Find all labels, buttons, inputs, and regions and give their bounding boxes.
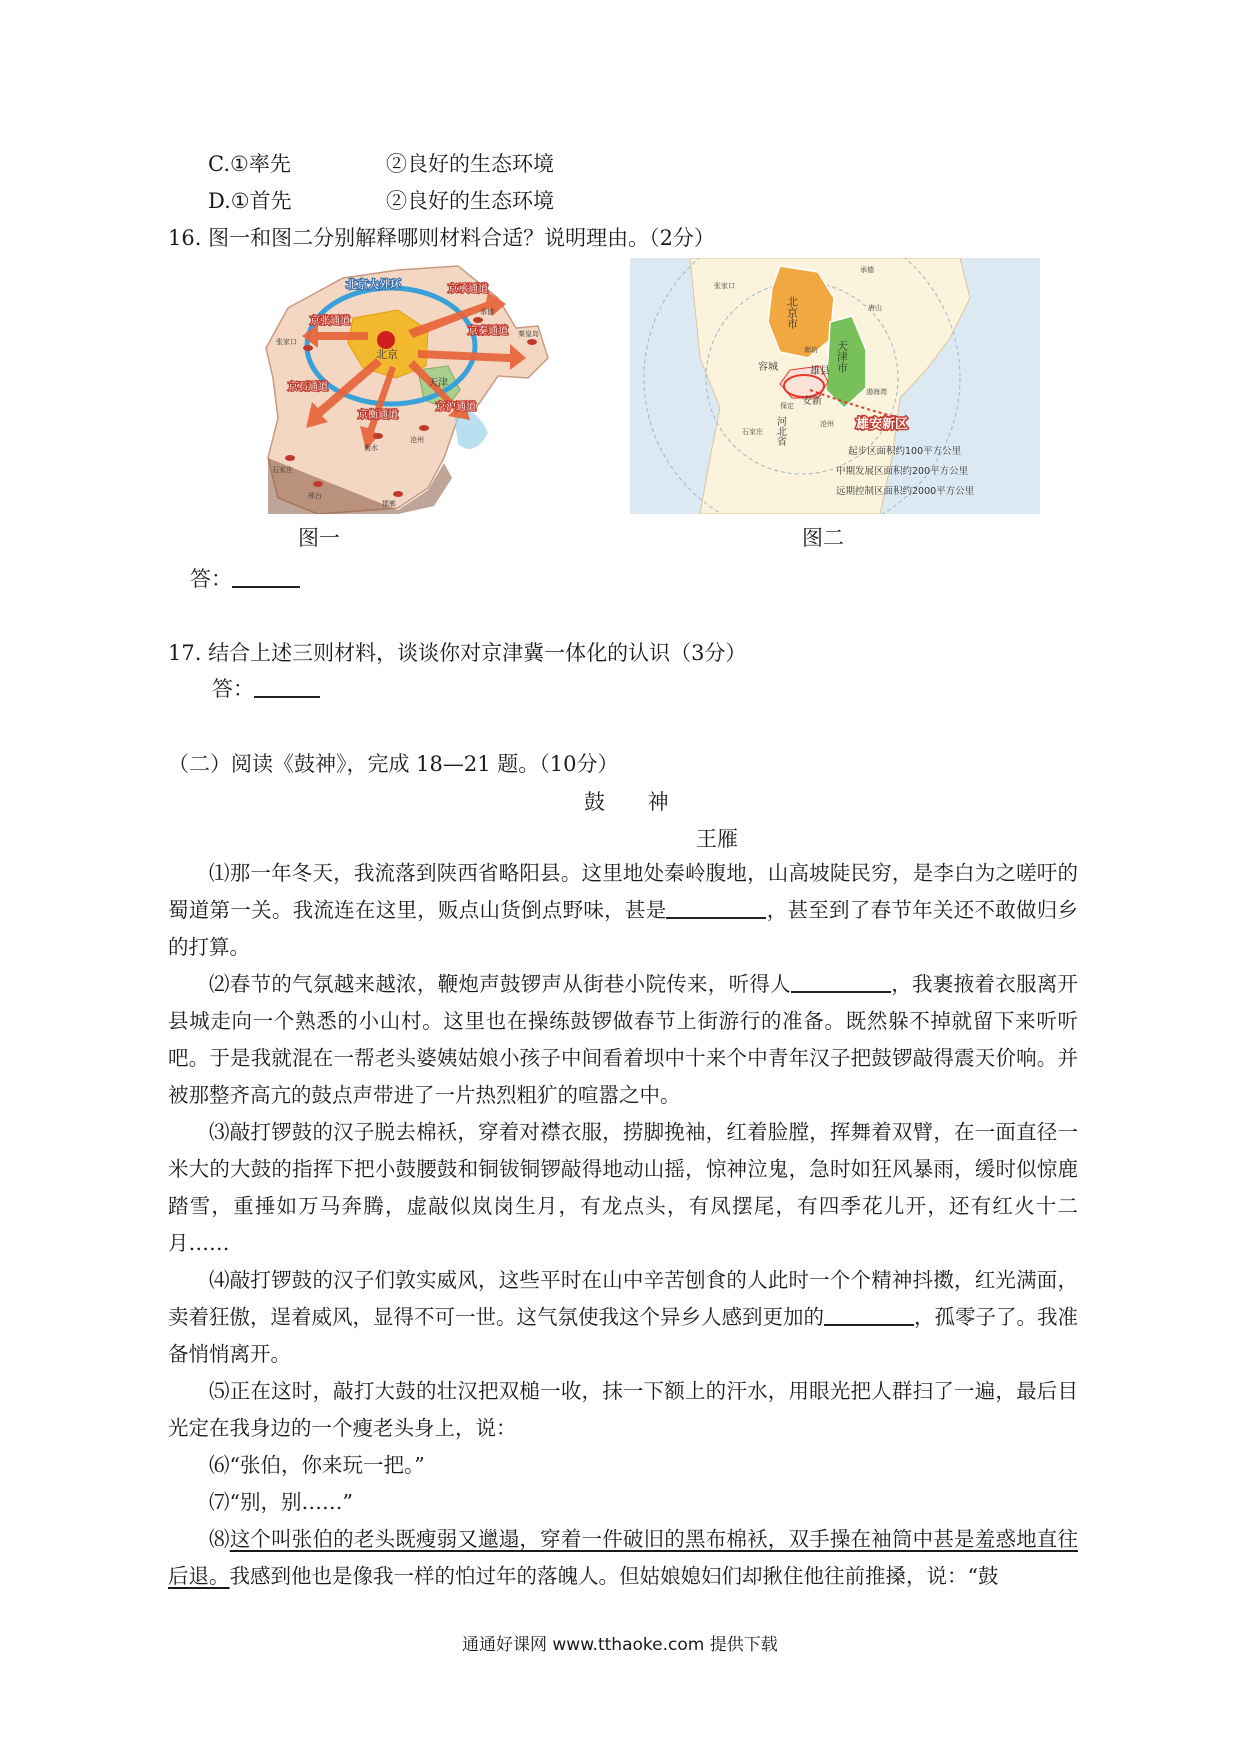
fig1-label-jingzhang: 京张通道 — [310, 316, 350, 327]
fig2-city-shijiazhuang: 石家庄 — [742, 428, 763, 436]
q17-answer-blank[interactable] — [254, 673, 320, 698]
paragraph-2 — [168, 966, 1078, 1114]
blank-3[interactable] — [824, 1301, 914, 1326]
fig2-city-zhangjiakou: 张家口 — [714, 282, 735, 290]
fig1-city-zhangjiakou: 张家口 — [276, 338, 297, 346]
option-c — [208, 148, 291, 178]
option-d-label: D.①首先 — [208, 189, 292, 213]
q17-answer — [212, 673, 320, 703]
paragraph-1-part-a: ⑴那一年冬天，我流落到陕西省略阳县。这里地处秦岭腹地，山高坡陡民穷，是李白为之嗟吁的蜀道第一关。我流连在这里，贩点山货倒点野味，甚是 — [168, 861, 1078, 922]
option-d — [208, 185, 292, 215]
figure-2-map — [630, 258, 1040, 514]
question-16: 16. 图一和图二分别解释哪则材料合适？说明理由。（2分） — [168, 226, 715, 250]
fig1-city-xingtai: 邢台 — [308, 492, 322, 500]
fig2-city-chengde: 承德 — [860, 266, 874, 274]
paragraph-3: ⑶敲打锣鼓的汉子脱去棉袄，穿着对襟衣服，捞脚挽袖，红着脸膛，挥舞着双臂，在一面直径一米大的大鼓的指挥下把小鼓腰鼓和铜钹铜锣敲得地动山摇，惊神泣鬼，急时如狂风暴雨，缓时似惊鹿踏雪，重捶如万马奔腾，虚敲似岚岗生月，有龙点头，有凤摆尾，有四季花儿开，还有红火十二月…… — [168, 1120, 1078, 1255]
paragraph-4 — [168, 1262, 1078, 1373]
paragraph-5: ⑸正在这时，敲打大鼓的壮汉把双槌一收，抹一下额上的汗水，用眼光把人群扫了一遍，最后目光定在我身边的一个瘦老头身上，说： — [168, 1379, 1078, 1440]
paragraph-2-part-b: ，我裹掖着衣服离开县城走向一个熟悉的小山村。这里也在操练鼓锣做春节上街游行的准备。既然躲不掉就留下来听听吧。于是我就混在一帮老头婆姨姑娘小孩子中间看着坝中十来个中青年汉子把鼓锣敲得震天价响。并被那整齐高亢的鼓点声带进了一片热烈粗犷的喧嚣之中。 — [168, 972, 1079, 1107]
fig2-label-anxin: 安新 — [802, 396, 822, 407]
q16-answer-blank[interactable] — [232, 563, 300, 588]
fig1-label-jinghu: 京沪通道 — [436, 402, 476, 413]
paragraph-8-underlined-sentence: 这个叫张伯的老头既瘦弱又邋遢，穿着一件破旧的黑布棉袄，双手操在袖筒中甚是羞惑地直往后退。 — [168, 1527, 1079, 1588]
paragraph-2-part-a: ⑵春节的气氛越来越浓，鞭炮声鼓锣声从街巷小院传来，听得人 — [209, 972, 791, 996]
paragraph-8-number: ⑻ — [209, 1527, 230, 1551]
fig1-label-jingshi: 京石通道 — [288, 382, 328, 393]
story-body — [168, 855, 1078, 1595]
fig2-city-tangshan: 唐山 — [868, 304, 882, 312]
paragraph-8-rest: 我感到他也是像我一样的怕过年的落魄人。但姑娘媳妇们却揪住他往前推搡，说：“鼓 — [229, 1564, 999, 1588]
blank-1[interactable] — [666, 894, 766, 919]
fig2-label-rongcheng: 容城 — [758, 362, 778, 373]
fig1-city-qinhuangdao: 秦皇岛 — [518, 330, 539, 338]
fig2-label-beijing: 北京市 — [785, 296, 799, 329]
fig1-city-handan: 邯郸 — [382, 500, 396, 508]
page-footer: 通通好课网 www.tthaoke.com 提供下载 — [462, 1635, 778, 1655]
option-c-label: C.①率先 — [208, 152, 291, 176]
q16-answer-label: 答： — [190, 567, 232, 592]
section-2-header: （二）阅读《鼓神》，完成 18—21 题。（10分） — [168, 752, 619, 776]
fig2-label-tianjin: 天津市 — [835, 340, 849, 373]
fig2-city-langfang: 廊坊 — [804, 346, 818, 354]
figure-2-caption: 图二 — [802, 526, 844, 550]
fig2-area-1: 起步区面积约100平方公里 — [848, 446, 962, 457]
fig2-area-2: 中期发展区面积约200平方公里 — [836, 466, 969, 477]
fig2-label-hebei: 河北省 — [774, 416, 786, 446]
fig2-label-xiongan: 雄安新区 — [856, 417, 909, 432]
fig1-label-beijing: 北京 — [376, 348, 398, 361]
fig1-label-jingcheng: 京承通道 — [448, 284, 488, 295]
figure-1-map — [248, 258, 560, 514]
paragraph-4-part-b: ，孤零子了。我准备悄悄离开。 — [168, 1305, 1078, 1366]
paragraph-4-part-a: ⑷敲打锣鼓的汉子们敦实威风，这些平时在山中辛苦刨食的人此时一个个精神抖擞，红光满面，卖着狂傲，逞着威风，显得不可一世。这气氛使我这个异乡人感到更加的 — [168, 1268, 1078, 1329]
story-title: 鼓 神 — [584, 790, 687, 814]
fig1-label-jingqin: 京秦通道 — [468, 326, 508, 337]
paragraph-8 — [168, 1521, 1078, 1595]
fig1-label-tianjin: 天津 — [428, 378, 448, 389]
fig1-label-jingheng: 京衡通道 — [358, 410, 398, 421]
q16-answer — [190, 563, 300, 593]
fig1-city-shijiazhuang: 石家庄 — [272, 466, 293, 474]
fig1-city-chengde: 承德 — [480, 308, 494, 316]
fig1-label-ring: 北京大外环 — [346, 278, 401, 291]
paragraph-6: ⑹“张伯，你来玩一把。” — [209, 1453, 425, 1477]
option-d-text: ②良好的生态环境 — [386, 189, 554, 213]
fig1-city-cangzhou: 沧州 — [410, 436, 424, 444]
fig2-area-3: 远期控制区面积约2000平方公里 — [836, 486, 975, 497]
story-author: 王雁 — [696, 827, 738, 851]
option-c-text: ②良好的生态环境 — [386, 152, 554, 176]
fig2-city-baoding: 保定 — [780, 402, 794, 410]
paragraph-1-part-b: ，甚至到了春节年关还不敢做归乡的打算。 — [168, 898, 1079, 959]
paragraph-7: ⑺“别，别……” — [209, 1490, 353, 1514]
figure-1-caption: 图一 — [298, 526, 340, 550]
fig2-label-bohaiwan: 渤海湾 — [866, 388, 887, 396]
fig1-city-hengshui: 衡水 — [364, 444, 378, 452]
fig2-city-cangzhou: 沧州 — [820, 420, 834, 428]
paragraph-1 — [168, 855, 1078, 966]
blank-2[interactable] — [791, 968, 891, 993]
question-17: 17. 结合上述三则材料，谈谈你对京津冀一体化的认识（3分） — [168, 641, 747, 665]
fig2-label-xiongxian: 雄县 — [810, 366, 830, 377]
q17-answer-label: 答： — [212, 677, 254, 702]
